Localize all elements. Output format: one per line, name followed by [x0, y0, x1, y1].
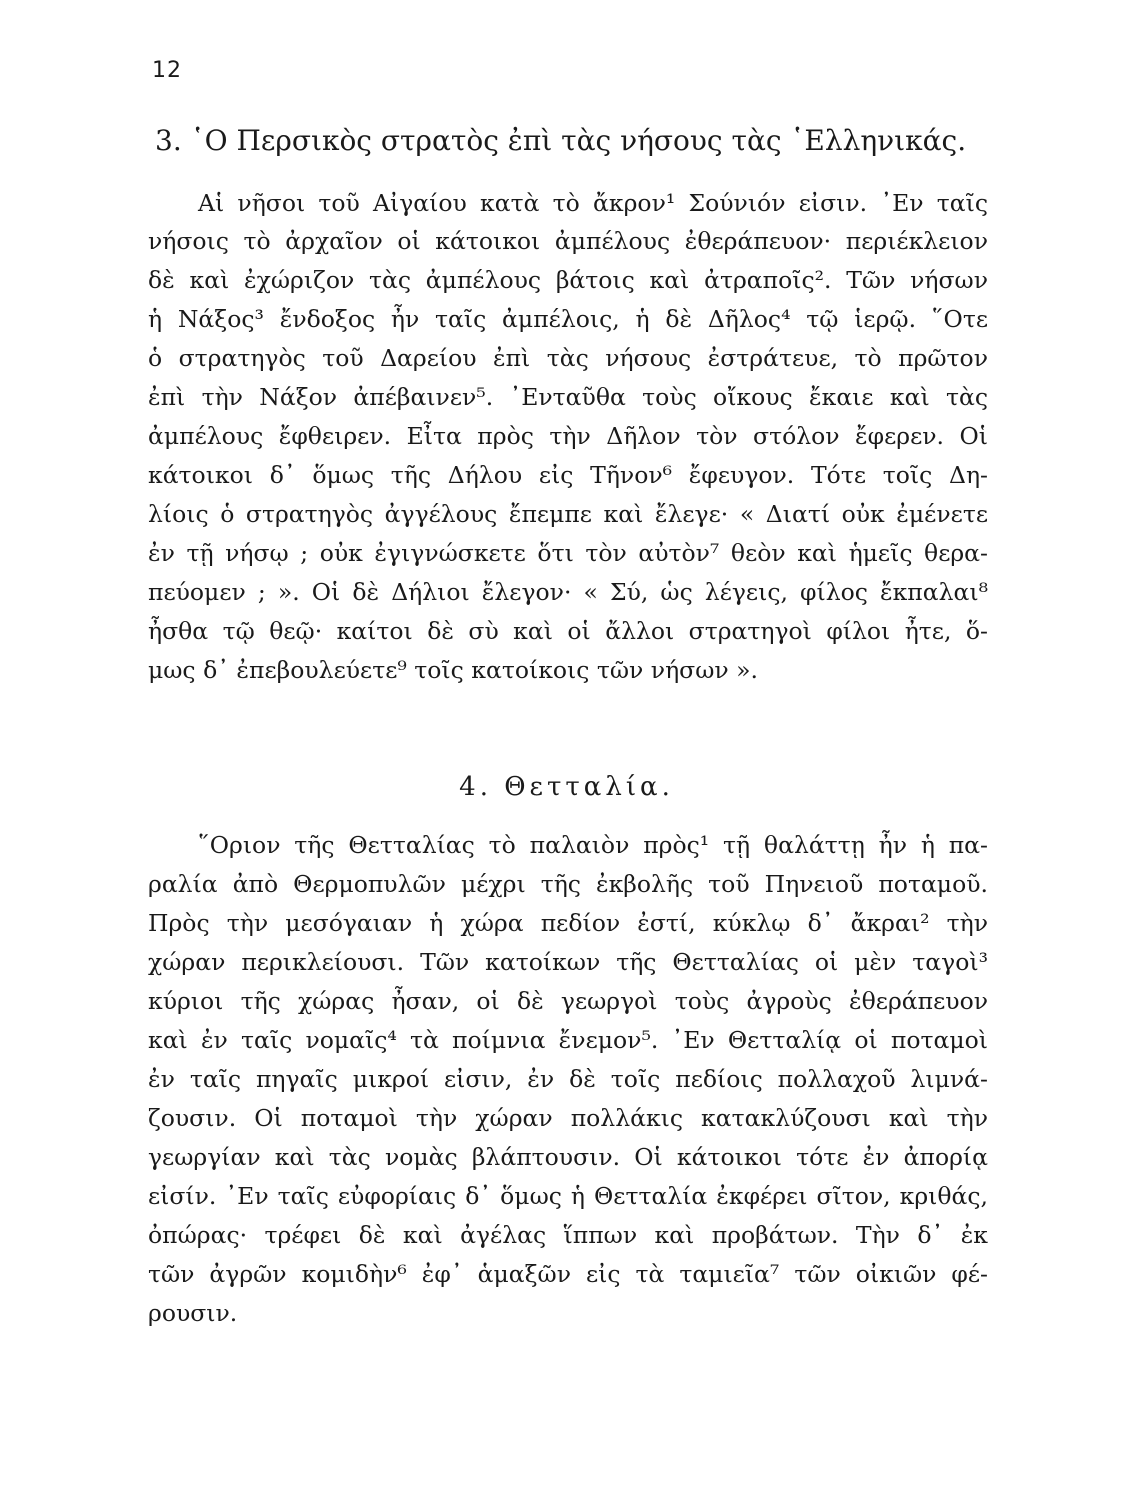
text-line: δὲ καὶ ἐχώριζον τὰς ἀμπέλους βάτοις καὶ ἀτραποῖς². Τῶν νήσων: [148, 266, 988, 294]
section-title-persian-army: 3. ῾Ο Περσικὸς στρατὸς ἐπὶ τὰς νήσους τὰς ῾Ελληνικάς.: [155, 124, 967, 157]
text-line: ραλία ἀπὸ Θερμοπυλῶν μέχρι τῆς ἐκβολῆς τοῦ Πηνειοῦ ποταμοῦ.: [148, 870, 988, 898]
text-line: Πρὸς τὴν μεσόγαιαν ἡ χώρα πεδίον ἐστί, κύκλῳ δ᾿ ἄκραι² τὴν: [148, 909, 988, 937]
text-line: ῞Οριον τῆς Θετταλίας τὸ παλαιὸν πρὸς¹ τῇ θαλάττῃ ἦν ἡ πα-: [198, 831, 988, 859]
text-line: ἐν ταῖς πηγαῖς μικροί εἰσιν, ἐν δὲ τοῖς πεδίοις πολλαχοῦ λιμνά-: [148, 1065, 988, 1093]
text-line: χώραν περικλείουσι. Τῶν κατοίκων τῆς Θετταλίας οἱ μὲν ταγοὶ³: [148, 948, 988, 976]
text-line: ὁ στρατηγὸς τοῦ Δαρείου ἐπὶ τὰς νήσους ἐστράτευε, τὸ πρῶτον: [148, 344, 988, 372]
text-line: ἐν τῇ νήσῳ ; οὐκ ἐγιγνώσκετε ὅτι τὸν αὐτὸν⁷ θεὸν καὶ ἡμεῖς θερα-: [148, 539, 988, 567]
text-line: ὀπώρας· τρέφει δὲ καὶ ἀγέλας ἵππων καὶ προβάτων. Τὴν δ᾿ ἐκ: [148, 1221, 988, 1249]
text-line: καὶ ἐν ταῖς νομαῖς⁴ τὰ ποίμνια ἔνεμον⁵. ᾿Εν Θετταλίᾳ οἱ ποταμοὶ: [148, 1026, 988, 1054]
page-number: 12: [152, 58, 182, 83]
text-line: ρουσιν.: [148, 1299, 238, 1327]
text-line: μως δ᾿ ἐπεβουλεύετε⁹ τοῖς κατοίκοις τῶν νήσων ».: [148, 656, 758, 684]
text-line: τῶν ἀγρῶν κομιδὴν⁶ ἐφ᾿ ἁμαξῶν εἰς τὰ ταμιεῖα⁷ τῶν οἰκιῶν φέ-: [148, 1260, 988, 1288]
text-line: κύριοι τῆς χώρας ἦσαν, οἱ δὲ γεωργοὶ τοὺς ἀγροὺς ἐθεράπευον: [148, 987, 988, 1015]
text-line: γεωργίαν καὶ τὰς νομὰς βλάπτουσιν. Οἱ κάτοικοι τότε ἐν ἀπορίᾳ: [148, 1143, 988, 1171]
text-line: ἀμπέλους ἔφθειρεν. Εἶτα πρὸς τὴν Δῆλον τὸν στόλον ἔφερεν. Οἱ: [148, 422, 988, 450]
text-line: ζουσιν. Οἱ ποταμοὶ τὴν χώραν πολλάκις κατακλύζουσι καὶ τὴν: [148, 1104, 988, 1132]
section-title-thessaly: 4. Θετταλία.: [459, 772, 674, 802]
text-line: κάτοικοι δ᾿ ὅμως τῆς Δήλου εἰς Τῆνον⁶ ἔφευγον. Τότε τοῖς Δη-: [148, 461, 988, 489]
text-line: Αἱ νῆσοι τοῦ Αἰγαίου κατὰ τὸ ἄκρον¹ Σούνιόν εἰσιν. ᾿Εν ταῖς: [198, 189, 988, 217]
text-line: ἐπὶ τὴν Νάξον ἀπέβαινεν⁵. ᾿Ενταῦθα τοὺς οἴκους ἔκαιε καὶ τὰς: [148, 383, 988, 411]
text-line: πεύομεν ; ». Οἱ δὲ Δήλιοι ἔλεγον· « Σύ, ὡς λέγεις, φίλος ἔκπαλαι⁸: [148, 578, 988, 606]
text-line: εἰσίν. ᾿Εν ταῖς εὐφορίαις δ᾿ ὅμως ἡ Θετταλία ἐκφέρει σῖτον, κριθάς,: [148, 1182, 988, 1210]
text-line: λίοις ὁ στρατηγὸς ἀγγέλους ἔπεμπε καὶ ἔλεγε· « Διατί οὐκ ἐμένετε: [148, 500, 988, 528]
text-line: ἦσθα τῷ θεῷ· καίτοι δὲ σὺ καὶ οἱ ἄλλοι στρατηγοὶ φίλοι ἦτε, ὅ-: [148, 617, 988, 645]
text-line: νήσοις τὸ ἀρχαῖον οἱ κάτοικοι ἀμπέλους ἐθεράπευον· περιέκλειον: [148, 227, 988, 255]
text-line: ἡ Νάξος³ ἔνδοξος ἦν ταῖς ἀμπέλοις, ἡ δὲ Δῆλος⁴ τῷ ἱερῷ. ῞Οτε: [148, 305, 988, 333]
